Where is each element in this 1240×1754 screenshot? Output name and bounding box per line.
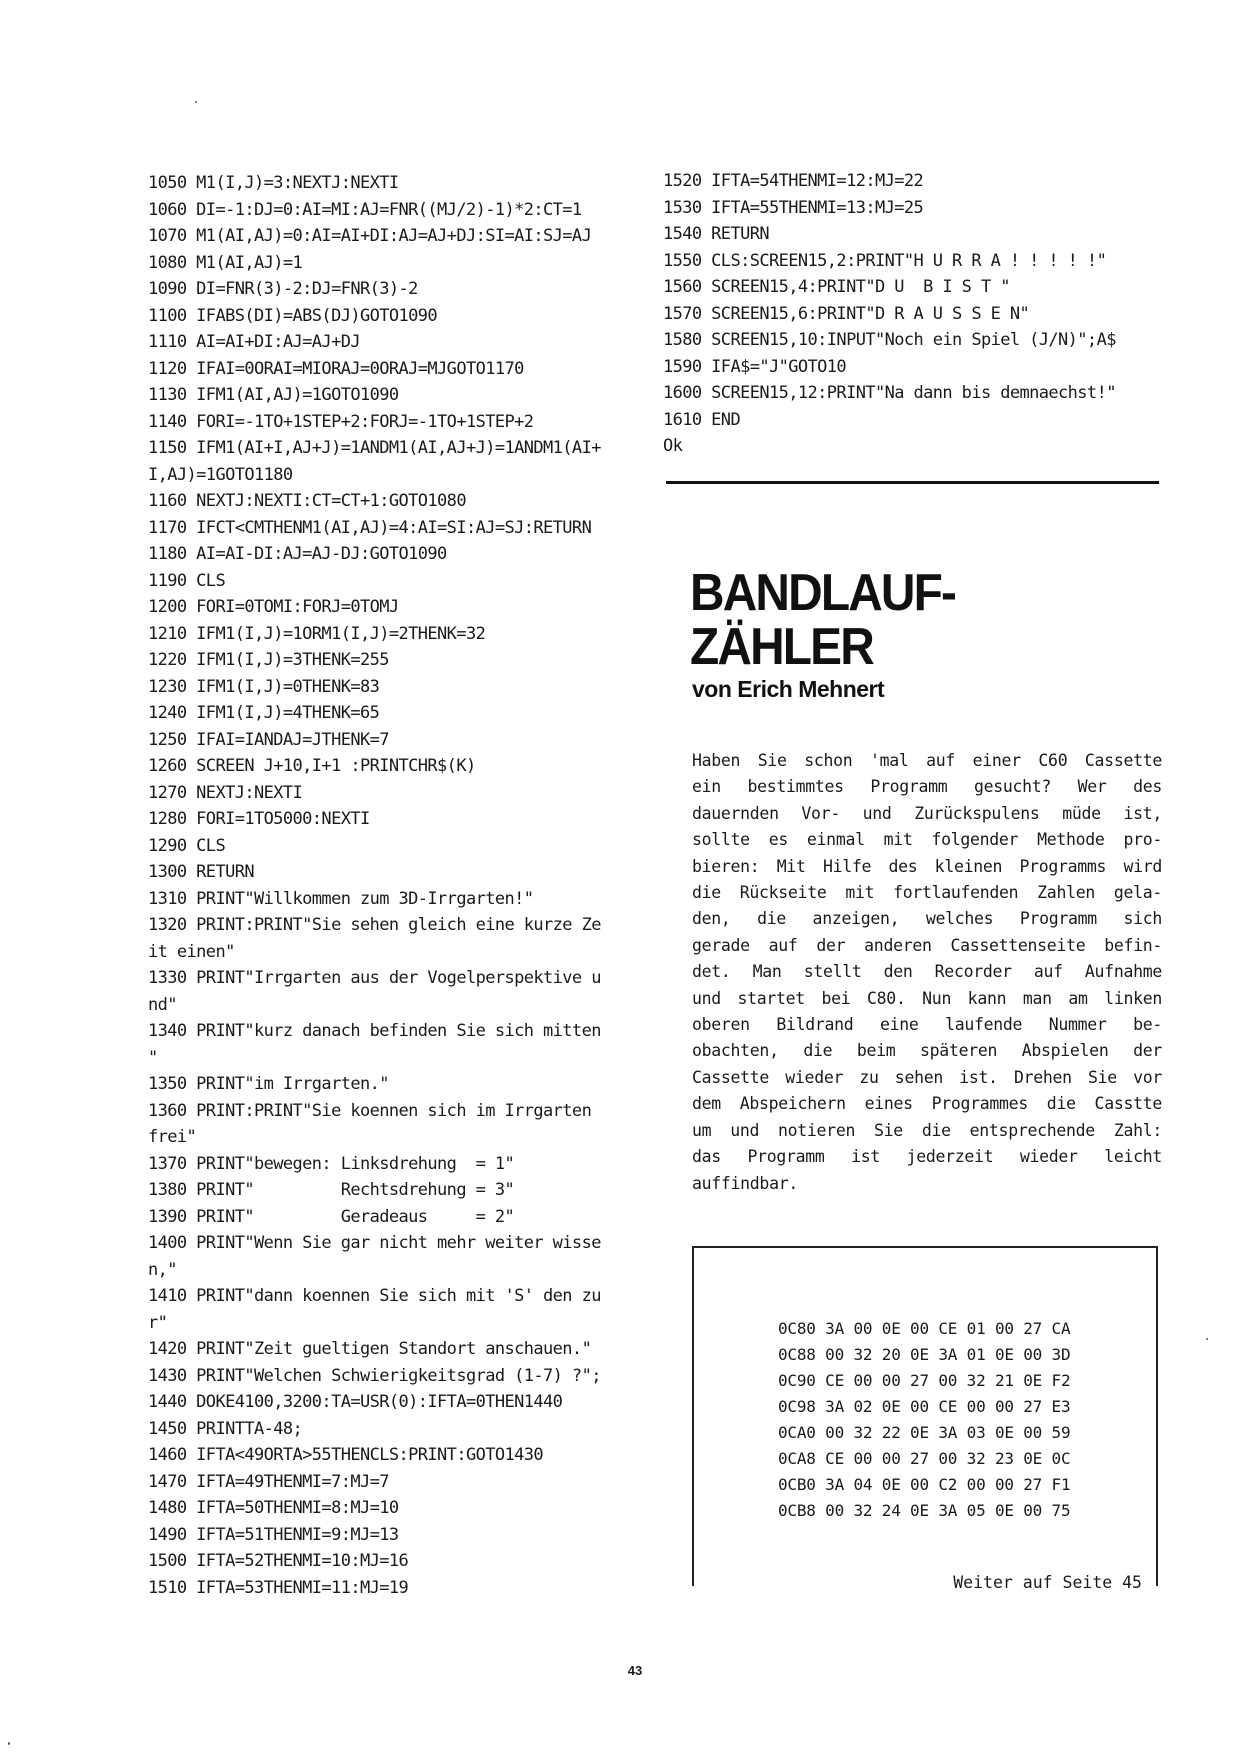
code-line: r" (148, 1312, 168, 1333)
article-body-line: gerade auf der anderen Cassettenseite befin- (692, 935, 1162, 955)
hex-dump-row: 0CB0 3A 04 0E 00 C2 00 00 27 F1 (778, 1475, 1071, 1494)
article-body-line: det. Man stellt den Recorder auf Aufnahme (692, 962, 1162, 982)
code-line: 1310 PRINT"Willkommen zum 3D-Irrgarten!" (148, 888, 534, 909)
code-line: 1360 PRINT:PRINT"Sie koennen sich im Irrgarten (148, 1100, 592, 1121)
code-line: 1080 M1(AI,AJ)=1 (148, 252, 303, 273)
article-body-line: den, die anzeigen, welches Programm sich (692, 909, 1162, 929)
code-line: 1200 FORI=0TOMI:FORJ=0TOMJ (148, 597, 399, 617)
code-line: 1520 IFTA=54THENMI=12:MJ=22 (663, 171, 924, 191)
article-body-line: obachten, die beim späteren Abspielen der (692, 1041, 1162, 1061)
code-line: " (148, 1047, 158, 1068)
code-line: 1210 IFM1(I,J)=1ORM1(I,J)=2THENK=32 (148, 623, 486, 644)
code-line: 1220 IFM1(I,J)=3THENK=255 (148, 650, 389, 670)
code-line: 1250 IFAI=IANDAJ=JTHENK=7 (148, 729, 389, 750)
code-line: 1130 IFM1(AI,AJ)=1GOTO1090 (148, 385, 399, 405)
hex-dump-row: 0CA0 00 32 22 0E 3A 03 0E 00 59 (778, 1423, 1071, 1442)
code-line: 1570 SCREEN15,6:PRINT"D R A U S S E N" (663, 303, 1030, 324)
code-line: 1530 IFTA=55THENMI=13:MJ=25 (663, 197, 924, 218)
code-line: 1370 PRINT"bewegen: Linksdrehung = 1" (148, 1153, 515, 1174)
article-title-line-2: ZÄHLER (690, 618, 873, 676)
code-line: 1300 RETURN (148, 862, 254, 882)
code-line: nd" (148, 994, 177, 1015)
article-body-line: und startet bei C80. Nun kann man am linken (692, 988, 1162, 1008)
code-line: 1430 PRINT"Welchen Schwierigkeitsgrad (1-7) ?"; (148, 1365, 601, 1386)
code-line: 1560 SCREEN15,4:PRINT"D U B I S T " (663, 277, 1010, 297)
code-line: 1260 SCREEN J+10,I+1 :PRINTCHR$(K) (148, 756, 476, 776)
code-line: 1390 PRINT" Geradeaus = 2" (148, 1206, 515, 1227)
article-body-line: oberen Bildrand eine laufende Nummer be- (692, 1015, 1162, 1035)
code-line: 1440 DOKE4100,3200:TA=USR(0):IFTA=0THEN1440 (148, 1392, 563, 1412)
article-body-line: auffindbar. (692, 1173, 798, 1193)
hex-dump-box (692, 1246, 1158, 1592)
code-line: 1320 PRINT:PRINT"Sie sehen gleich eine kurze Ze (148, 915, 601, 935)
code-line: 1290 CLS (148, 835, 226, 856)
code-line: 1480 IFTA=50THENMI=8:MJ=10 (148, 1498, 399, 1518)
code-line: 1240 IFM1(I,J)=4THENK=65 (148, 703, 380, 723)
article-body-line: ein bestimmtes Programm gesucht? Wer des (692, 777, 1162, 797)
article-title-line-1: BANDLAUF- (690, 564, 956, 622)
hex-dump-rows (778, 1316, 1070, 1524)
hex-dump-row: 0C80 3A 00 0E 00 CE 01 00 27 CA (778, 1319, 1071, 1338)
article-body-line: die Rückseite mit fortlaufenden Zahlen gela- (692, 883, 1162, 903)
code-line: 1470 IFTA=49THENMI=7:MJ=7 (148, 1471, 389, 1492)
code-line: 1420 PRINT"Zeit gueltigen Standort anschauen." (148, 1339, 592, 1359)
scan-speck (1206, 1338, 1208, 1340)
article-body-line: das Programm ist jederzeit wieder leicht (692, 1147, 1162, 1167)
article-body-line: dauernden Vor- und Zurückspulens müde ist, (692, 803, 1162, 823)
code-line: 1100 IFABS(DI)=ABS(DJ)GOTO1090 (148, 305, 438, 326)
code-line: 1380 PRINT" Rechtsdrehung = 3" (148, 1180, 515, 1200)
scan-speck (195, 101, 197, 103)
code-line: 1060 DI=-1:DJ=0:AI=MI:AJ=FNR((MJ/2)-1)*2:CT=1 (148, 199, 582, 220)
page-number: 43 (627, 1663, 643, 1678)
code-line: 1510 IFTA=53THENMI=11:MJ=19 (148, 1577, 409, 1598)
code-line: 1610 END (663, 409, 741, 430)
hex-dump-row: 0CB8 00 32 24 0E 3A 05 0E 00 75 (778, 1501, 1071, 1520)
code-line: n," (148, 1259, 177, 1280)
code-line: 1230 IFM1(I,J)=0THENK=83 (148, 676, 380, 697)
article-body-line: bieren: Mit Hilfe des kleinen Programms wird (692, 856, 1162, 876)
code-line: 1350 PRINT"im Irrgarten." (148, 1074, 389, 1094)
code-line: 1160 NEXTJ:NEXTI:CT=CT+1:GOTO1080 (148, 491, 466, 511)
code-line: 1340 PRINT"kurz danach befinden Sie sich mitten (148, 1021, 601, 1041)
hex-dump-row: 0C88 00 32 20 0E 3A 01 0E 00 3D (778, 1345, 1071, 1364)
article-body-line: dem Abspeichern eines Programmes die Casstte (692, 1094, 1162, 1114)
code-line: 1550 CLS:SCREEN15,2:PRINT"H U R R A ! ! ! ! !" (663, 250, 1107, 271)
code-line: 1150 IFM1(AI+I,AJ+J)=1ANDM1(AI,AJ+J)=1ANDM1(AI+ (148, 438, 601, 458)
hex-dump-row: 0C90 CE 00 00 27 00 32 21 0E F2 (778, 1371, 1071, 1390)
hex-dump-row: 0CA8 CE 00 00 27 00 32 23 0E 0C (778, 1449, 1071, 1468)
article-body-line: Cassette wieder zu sehen ist. Drehen Sie vor (692, 1067, 1162, 1087)
code-line: 1140 FORI=-1TO+1STEP+2:FORJ=-1TO+1STEP+2 (148, 411, 534, 432)
article-title (690, 566, 955, 674)
code-line: frei" (148, 1127, 197, 1147)
basic-listing-left-column (148, 170, 668, 1601)
article-byline: von Erich Mehnert (692, 676, 885, 702)
code-line: 1490 IFTA=51THENMI=9:MJ=13 (148, 1524, 399, 1545)
article-body-line: Haben Sie schon 'mal auf einer C60 Cassette (692, 751, 1162, 770)
article-body-line: sollte es einmal mit folgender Methode pro- (692, 830, 1162, 850)
code-line: 1600 SCREEN15,12:PRINT"Na dann bis demnaechst!" (663, 383, 1116, 403)
section-divider-rule (666, 481, 1159, 484)
code-line: 1170 IFCT<CMTHENM1(AI,AJ)=4:AI=SI:AJ=SJ:RETURN (148, 517, 592, 538)
continued-note: Weiter auf Seite 45 (953, 1573, 1142, 1592)
code-line: Ok (663, 436, 683, 456)
code-line: 1410 PRINT"dann koennen Sie sich mit 'S' den zu (148, 1286, 601, 1306)
code-line: 1450 PRINTTA-48; (148, 1418, 303, 1439)
code-line: it einen" (148, 941, 235, 962)
code-line: 1090 DI=FNR(3)-2:DJ=FNR(3)-2 (148, 279, 418, 299)
code-line: 1500 IFTA=52THENMI=10:MJ=16 (148, 1551, 409, 1571)
code-line: 1330 PRINT"Irrgarten aus der Vogelperspektive u (148, 968, 601, 988)
code-line: 1120 IFAI=0ORAI=MIORAJ=0ORAJ=MJGOTO1170 (148, 358, 524, 379)
code-line: I,AJ)=1GOTO1180 (148, 464, 293, 485)
code-line: 1280 FORI=1TO5000:NEXTI (148, 809, 370, 829)
code-line: 1190 CLS (148, 570, 226, 591)
code-line: 1540 RETURN (663, 224, 769, 244)
code-line: 1050 M1(I,J)=3:NEXTJ:NEXTI (148, 173, 399, 193)
code-line: 1180 AI=AI-DI:AJ=AJ-DJ:GOTO1090 (148, 544, 447, 564)
basic-listing-right-column (663, 168, 1173, 460)
code-line: 1110 AI=AI+DI:AJ=AJ+DJ (148, 332, 360, 352)
scan-speck (8, 1742, 10, 1745)
code-line: 1460 IFTA<49ORTA>55THENCLS:PRINT:GOTO1430 (148, 1445, 544, 1465)
code-line: 1580 SCREEN15,10:INPUT"Noch ein Spiel (J/N)";A$ (663, 330, 1116, 350)
code-line: 1400 PRINT"Wenn Sie gar nicht mehr weiter wisse (148, 1233, 601, 1253)
article-body-line: um und notieren Sie die entsprechende Zahl: (692, 1120, 1162, 1140)
code-line: 1270 NEXTJ:NEXTI (148, 782, 303, 803)
code-line: 1070 M1(AI,AJ)=0:AI=AI+DI:AJ=AJ+DJ:SI=AI:SJ=AJ (148, 226, 592, 246)
article-body (692, 748, 1162, 1197)
hex-dump-row: 0C98 3A 02 0E 00 CE 00 00 27 E3 (778, 1397, 1071, 1416)
code-line: 1590 IFA$="J"GOTO10 (663, 356, 847, 377)
